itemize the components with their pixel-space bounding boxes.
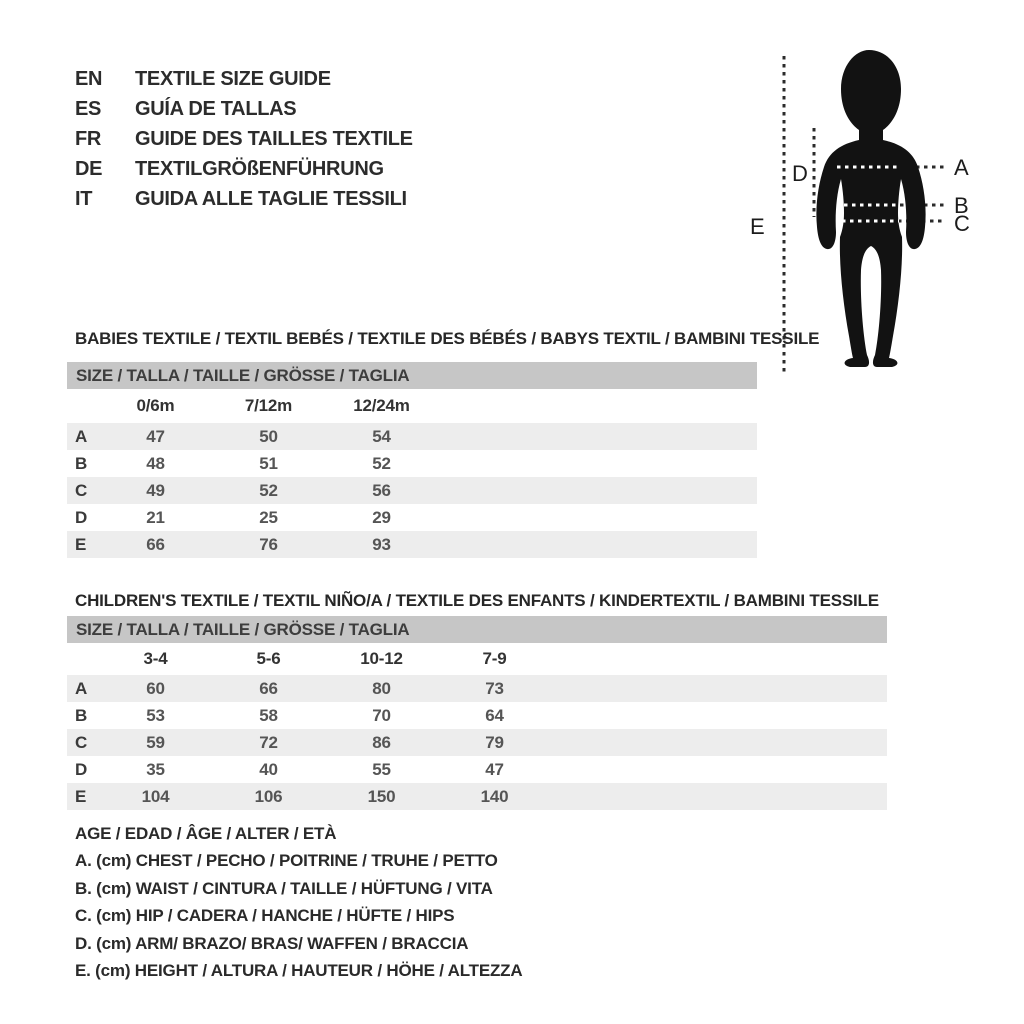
cell-value: 76 [259,534,278,554]
cell-value: 60 [146,678,165,698]
language-row-es [75,94,413,124]
table-row [67,783,887,810]
cell-value: 53 [146,705,165,725]
cell-value: 54 [372,426,391,446]
row-label: B [75,453,88,473]
row-label: A [75,678,88,698]
cell-value: 50 [259,426,278,446]
cell-value: 79 [485,732,504,752]
language-code: ES [75,97,102,120]
table-row [67,675,887,702]
language-row-it [75,184,413,214]
table-row [67,423,757,450]
language-code: IT [75,187,93,210]
children-column-header-row [67,643,887,675]
cell-value: 86 [372,732,391,752]
row-label: E [75,786,87,806]
language-row-fr [75,124,413,154]
figure-label-d: D [792,161,808,186]
children-section-title: CHILDREN'S TEXTILE / TEXTIL NIÑO/A / TEXTILE DES ENFANTS / KINDERTEXTIL / BAMBINI TESSILE [75,591,879,610]
table-row [67,504,757,531]
language-label: TEXTILGRÖßENFÜHRUNG [135,157,384,180]
children-size-header-bar: SIZE / TALLA / TAILLE / GRÖSSE / TAGLIA [67,616,887,643]
column-header: 7-9 [482,649,507,668]
table-row [67,477,757,504]
table-row [67,729,887,756]
language-code: DE [75,157,103,180]
babies-size-header-bar: SIZE / TALLA / TAILLE / GRÖSSE / TAGLIA [67,362,757,389]
legend-item-chest: A. (cm) CHEST / PECHO / POITRINE / TRUHE / PETTO [75,851,498,871]
legend-item-waist: B. (cm) WAIST / CINTURA / TAILLE / HÜFTUNG / VITA [75,878,493,898]
cell-value: 35 [146,759,165,779]
language-label: TEXTILE SIZE GUIDE [135,67,331,90]
cell-value: 150 [367,786,396,806]
table-row [67,531,757,558]
figure-label-e: E [750,214,765,239]
figure-label-c: C [954,211,970,236]
language-label: GUIDE DES TAILLES TEXTILE [135,127,413,150]
figure-label-b: B [954,193,969,218]
cell-value: 66 [259,678,278,698]
column-header: 10-12 [360,649,403,668]
cell-value: 140 [480,786,509,806]
row-label: B [75,705,88,725]
babies-table [67,389,757,558]
column-header: 7/12m [244,396,293,415]
language-label: GUIDA ALLE TAGLIE TESSILI [135,187,407,210]
cell-value: 47 [485,759,504,779]
cell-value: 93 [372,534,391,554]
cell-value: 47 [146,426,165,446]
cell-value: 64 [485,705,504,725]
cell-value: 56 [372,480,391,500]
babies-section-title: BABIES TEXTILE / TEXTIL BEBÉS / TEXTILE DES BÉBÉS / BABYS TEXTIL / BAMBINI TESSILE [75,329,820,348]
cell-value: 29 [372,507,391,527]
children-table [67,643,887,810]
figure-label-a: A [954,155,969,180]
column-header: 12/24m [353,396,410,415]
child-silhouette [816,50,925,367]
cell-value: 104 [141,786,170,806]
cell-value: 55 [372,759,391,779]
cell-value: 25 [259,507,278,527]
legend-item-arm: D. (cm) ARM/ BRAZO/ BRAS/ WAFFEN / BRACCIA [75,933,469,953]
column-header: 3-4 [143,649,168,668]
cell-value: 73 [485,678,504,698]
cell-value: 66 [146,534,165,554]
cell-value: 106 [254,786,283,806]
cell-value: 52 [259,480,278,500]
row-label: C [75,480,88,500]
table-row [67,756,887,783]
measurement-legend [75,820,522,985]
table-row [67,450,757,477]
legend-item-hip: C. (cm) HIP / CADERA / HANCHE / HÜFTE / HIPS [75,906,455,926]
row-label: C [75,732,88,752]
cell-value: 58 [259,705,278,725]
row-label: E [75,534,87,554]
cell-value: 59 [146,732,165,752]
column-header: 0/6m [136,396,175,415]
language-row-en [75,64,413,94]
babies-column-header-row [67,389,757,423]
table-row [67,702,887,729]
legend-age-line: AGE / EDAD / ÂGE / ALTER / ETÀ [75,823,337,843]
language-list [75,64,413,214]
cell-value: 52 [372,453,391,473]
language-code: FR [75,127,102,150]
row-label: D [75,759,88,779]
cell-value: 80 [372,678,391,698]
cell-value: 21 [146,507,165,527]
cell-value: 48 [146,453,165,473]
legend-item-height: E. (cm) HEIGHT / ALTURA / HAUTEUR / HÖHE / ALTEZZA [75,961,523,981]
language-label: GUÍA DE TALLAS [135,97,297,120]
cell-value: 70 [372,705,391,725]
row-label: D [75,507,88,527]
cell-value: 51 [259,453,278,473]
language-row-de [75,154,413,184]
cell-value: 72 [259,732,278,752]
row-label: A [75,426,88,446]
language-code: EN [75,67,103,90]
column-header: 5-6 [256,649,281,668]
cell-value: 49 [146,480,165,500]
cell-value: 40 [259,759,278,779]
